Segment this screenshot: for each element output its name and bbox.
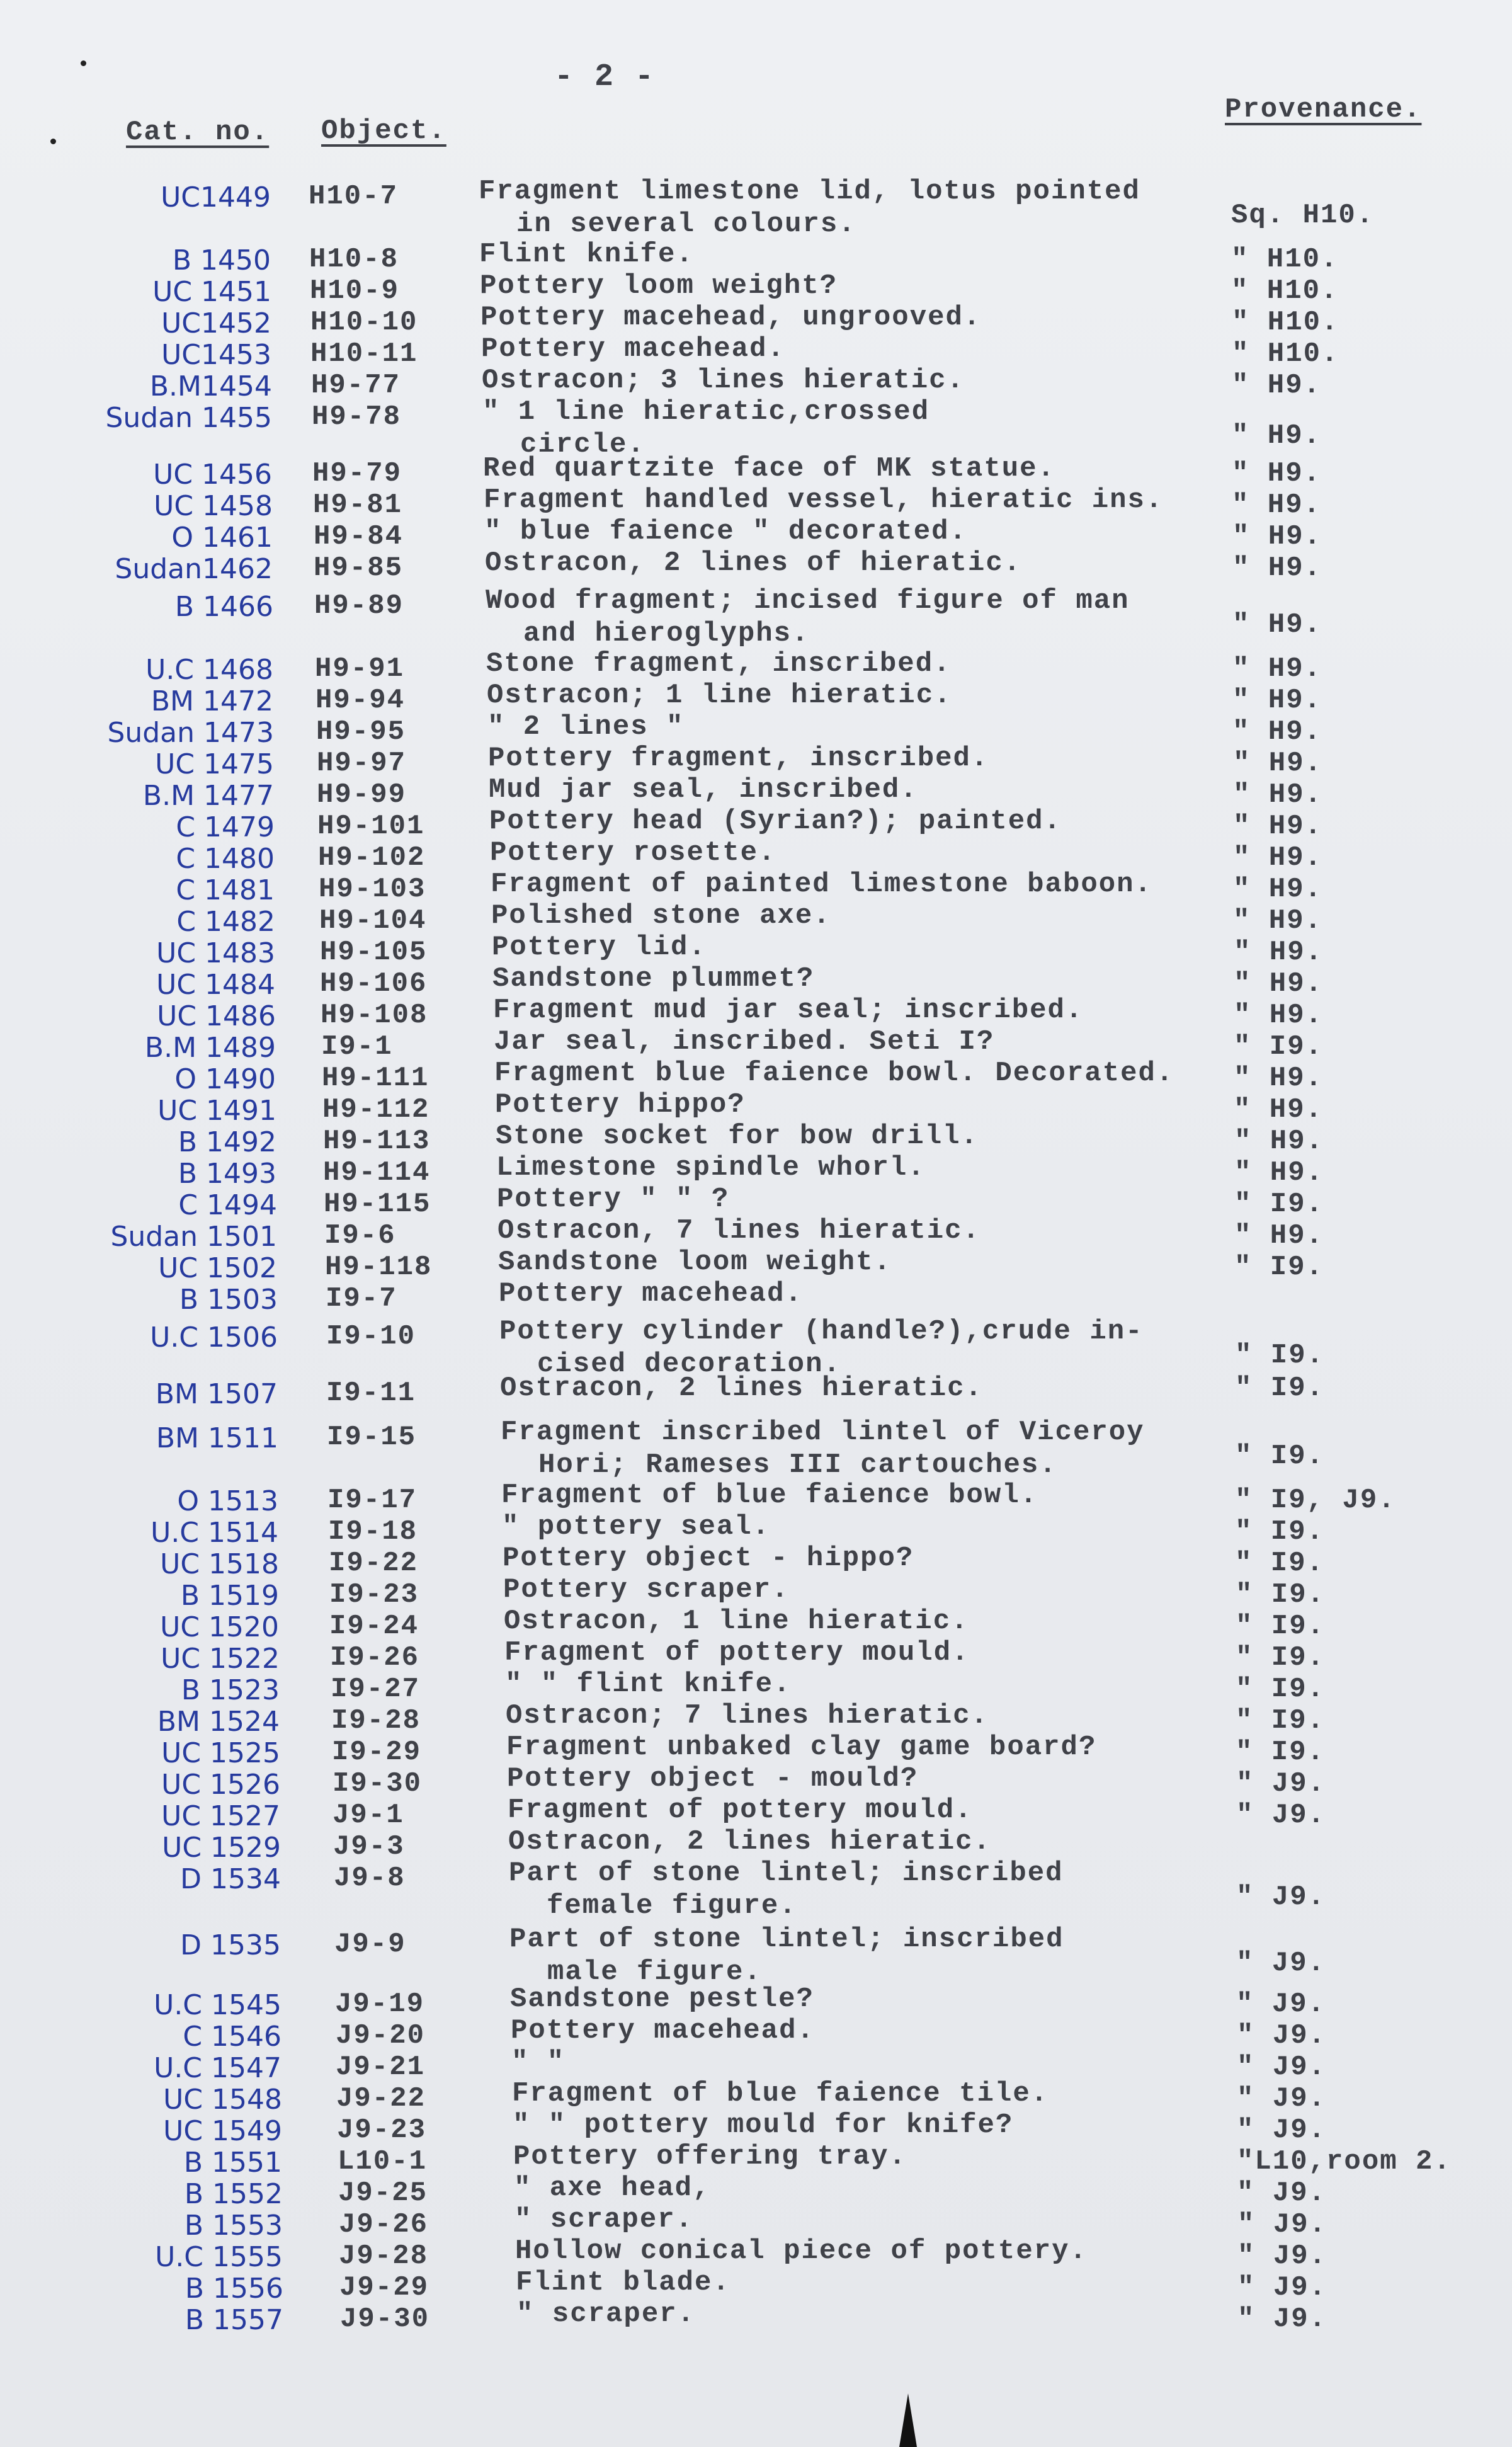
- catalogue-number: B 1519: [180, 1580, 279, 1612]
- object-number: J9-19: [335, 1988, 425, 2020]
- object-description: Ostracon, 1 line hieratic.: [504, 1606, 969, 1637]
- object-description: " " flint knife.: [505, 1668, 792, 1700]
- object-description: Flint blade.: [516, 2267, 730, 2298]
- catalogue-number: U.C 1545: [154, 1989, 281, 2021]
- object-description: Sandstone plummet?: [492, 963, 815, 995]
- object-number: H9-118: [325, 1252, 433, 1283]
- catalogue-number: UC 1484: [156, 969, 275, 1001]
- object-number: H9-106: [320, 968, 428, 1000]
- object-description: Fragment blue faience bowl. Decorated.: [494, 1058, 1174, 1089]
- object-description: male figure.: [547, 1956, 762, 1988]
- catalogue-number: U.C 1468: [145, 654, 273, 686]
- object-description: Stone socket for bow drill.: [496, 1121, 979, 1152]
- catalogue-number: B 1503: [179, 1284, 278, 1316]
- provenance: " J9.: [1237, 2020, 1327, 2051]
- object-number: I9-28: [331, 1705, 421, 1737]
- catalogue-number: UC1449: [161, 181, 271, 214]
- catalogue-number: UC 1549: [163, 2115, 282, 2147]
- catalogue-number: Sudan 1455: [105, 402, 272, 434]
- catalogue-number: C 1546: [183, 2021, 281, 2053]
- object-description: Ostracon, 2 lines of hieratic.: [485, 547, 1022, 579]
- object-description: Ostracon, 2 lines hieratic.: [508, 1826, 991, 1857]
- object-number: I9-23: [329, 1579, 419, 1611]
- object-description: Fragment of pottery mould.: [508, 1794, 973, 1826]
- object-description: Pottery object - mould?: [507, 1763, 919, 1794]
- catalogue-number: UC 1502: [158, 1252, 277, 1284]
- catalogue-number: BM 1524: [157, 1706, 280, 1738]
- object-number: H10-9: [310, 275, 400, 307]
- provenance: " I9.: [1236, 1611, 1326, 1642]
- object-number: J9-20: [336, 2020, 426, 2051]
- object-description: Ostracon; 3 lines hieratic.: [482, 365, 965, 396]
- object-description: Fragment of pottery mould.: [504, 1637, 970, 1668]
- object-description: Fragment handled vessel, hieratic ins.: [484, 484, 1164, 516]
- object-number: H9-89: [314, 590, 404, 622]
- object-number: J9-21: [336, 2051, 426, 2083]
- catalogue-number: C 1481: [176, 874, 275, 906]
- object-number: H9-104: [319, 905, 427, 937]
- object-description: Pottery hippo?: [495, 1089, 746, 1121]
- object-description: Flint knife.: [479, 239, 694, 270]
- object-description: Pottery head (Syrian?); painted.: [489, 806, 1062, 837]
- provenance: " I9.: [1235, 1440, 1325, 1472]
- object-description: Pottery loom weight?: [480, 270, 838, 302]
- catalogue-number: U.C 1506: [150, 1321, 278, 1354]
- catalogue-number: B 1450: [172, 244, 271, 277]
- provenance: " H9.: [1233, 811, 1323, 842]
- catalogue-number: B 1556: [185, 2273, 283, 2305]
- object-number: I9-22: [329, 1548, 419, 1579]
- provenance: " H9.: [1234, 1063, 1324, 1094]
- provenance: " J9.: [1237, 2177, 1327, 2209]
- object-description: Pottery macehead.: [499, 1278, 803, 1309]
- provenance: " H10.: [1232, 307, 1339, 338]
- catalogue-number: UC 1518: [160, 1548, 279, 1580]
- catalogue-number: UC 1456: [153, 459, 272, 491]
- object-number: H9-115: [324, 1189, 431, 1220]
- catalogue-number: B 1523: [181, 1674, 280, 1706]
- object-description: Pottery object - hippo?: [503, 1543, 914, 1574]
- object-number: J9-28: [339, 2240, 429, 2272]
- provenance: " J9.: [1237, 2114, 1327, 2146]
- object-number: H9-102: [318, 842, 426, 874]
- object-number: I9-11: [326, 1378, 416, 1409]
- catalogue-number: U.C 1555: [155, 2241, 283, 2273]
- catalogue-number: UC1453: [161, 339, 271, 371]
- object-description: circle.: [520, 429, 645, 460]
- catalogue-number: B 1557: [185, 2304, 283, 2336]
- provenance: " J9.: [1237, 2209, 1327, 2240]
- object-number: H9-81: [313, 489, 403, 521]
- object-description: Fragment inscribed lintel of Viceroy: [501, 1417, 1145, 1448]
- object-description: Part of stone lintel; inscribed: [509, 1924, 1064, 1955]
- object-number: H9-105: [320, 937, 428, 968]
- provenance: " H9.: [1232, 458, 1322, 489]
- catalogue-number: C 1482: [176, 906, 275, 938]
- provenance: " J9.: [1236, 1800, 1326, 1831]
- object-description: Pottery offering tray.: [513, 2141, 907, 2172]
- catalogue-number: UC 1529: [162, 1832, 281, 1864]
- header-provenance: Provenance.: [1225, 94, 1422, 125]
- catalogue-number: UC1452: [161, 307, 271, 339]
- object-number: L10-1: [338, 2146, 428, 2177]
- object-description: Mud jar seal, inscribed.: [489, 774, 918, 806]
- provenance: " I9.: [1236, 1579, 1326, 1611]
- object-number: H9-79: [312, 458, 402, 489]
- provenance: " H9.: [1234, 1126, 1324, 1157]
- object-number: H9-113: [323, 1126, 431, 1157]
- object-description: Limestone spindle whorl.: [496, 1152, 926, 1184]
- object-description: cised decoration.: [537, 1349, 841, 1380]
- object-number: J9-30: [340, 2303, 430, 2335]
- object-number: J9-23: [337, 2114, 427, 2146]
- object-number: J9-3: [333, 1831, 405, 1862]
- provenance: " H9.: [1234, 1094, 1324, 1126]
- provenance: " I9.: [1234, 1189, 1324, 1220]
- object-number: I9-6: [324, 1220, 396, 1252]
- object-description: Wood fragment; incised figure of man: [486, 585, 1130, 617]
- provenance: " J9.: [1237, 2240, 1327, 2272]
- object-description: Ostracon, 7 lines hieratic.: [497, 1215, 981, 1246]
- object-description: " " pottery mould for knife?: [513, 2109, 1014, 2141]
- provenance: " I9.: [1236, 1642, 1326, 1674]
- torn-edge-mark: [899, 2393, 917, 2447]
- provenance: " J9.: [1237, 2272, 1327, 2303]
- object-number: H10-11: [310, 338, 418, 370]
- provenance: " H10.: [1231, 275, 1339, 307]
- object-number: I9-30: [333, 1768, 423, 1800]
- object-description: " axe head,: [514, 2172, 711, 2204]
- object-description: Fragment limestone lid, lotus pointed: [479, 176, 1140, 207]
- object-number: H9-108: [321, 1000, 428, 1031]
- object-description: Sandstone pestle?: [510, 1983, 814, 2015]
- catalogue-number: BM 1507: [155, 1378, 278, 1410]
- catalogue-number: UC 1525: [161, 1737, 280, 1769]
- object-description: in several colours.: [516, 208, 856, 240]
- object-number: I9-1: [321, 1031, 393, 1063]
- object-description: Hori; Rameses III cartouches.: [538, 1449, 1057, 1481]
- object-description: Fragment unbaked clay game board?: [506, 1731, 1097, 1763]
- provenance: " H9.: [1232, 609, 1322, 641]
- provenance: " I9.: [1236, 1705, 1326, 1737]
- object-description: Ostracon, 2 lines hieratic.: [500, 1372, 983, 1404]
- object-number: H10-7: [309, 181, 399, 212]
- object-description: Red quartzite face of MK statue.: [483, 453, 1055, 484]
- catalogue-number: UC 1526: [161, 1769, 280, 1801]
- object-number: H9-77: [311, 370, 401, 401]
- object-number: H9-99: [317, 779, 407, 811]
- catalogue-number: UC 1451: [152, 276, 271, 308]
- object-description: Fragment mud jar seal; inscribed.: [493, 995, 1084, 1026]
- provenance: " I9.: [1236, 1737, 1326, 1768]
- header-cat-no: Cat. no.: [126, 117, 270, 148]
- object-number: J9-29: [339, 2272, 429, 2303]
- object-description: Fragment of painted limestone baboon.: [491, 869, 1152, 900]
- provenance: " H9.: [1234, 1220, 1324, 1252]
- catalogue-number: UC 1458: [154, 490, 273, 522]
- object-description: Pottery cylinder (handle?),crude in-: [499, 1316, 1144, 1347]
- provenance: " H9.: [1234, 937, 1324, 968]
- catalogue-number: UC 1527: [161, 1800, 280, 1832]
- catalogue-number: UC 1522: [161, 1643, 280, 1675]
- object-number: H9-85: [314, 552, 404, 584]
- object-number: I9-26: [330, 1642, 420, 1674]
- provenance: " I9.: [1234, 1252, 1324, 1283]
- object-description: Stone fragment, inscribed.: [486, 648, 952, 680]
- object-description: Part of stone lintel; inscribed: [509, 1857, 1064, 1889]
- object-description: Hollow conical piece of pottery.: [515, 2235, 1088, 2267]
- object-description: " blue faience " decorated.: [484, 516, 967, 547]
- provenance: " H9.: [1233, 874, 1323, 905]
- catalogue-number: B 1552: [184, 2178, 283, 2210]
- provenance: " H10.: [1231, 244, 1339, 275]
- object-description: Polished stone axe.: [491, 900, 831, 932]
- object-description: " scraper.: [514, 2204, 694, 2235]
- object-number: H9-114: [323, 1157, 431, 1189]
- catalogue-number: UC 1491: [157, 1095, 276, 1127]
- object-number: H9-103: [319, 874, 426, 905]
- catalogue-number: BM 1472: [151, 685, 273, 717]
- catalogue-number: B.M1454: [149, 370, 272, 402]
- object-number: J9-26: [339, 2209, 429, 2240]
- object-number: H9-84: [314, 521, 404, 552]
- object-description: Fragment of blue faience tile.: [512, 2078, 1049, 2109]
- object-number: H9-95: [316, 716, 406, 748]
- object-description: Jar seal, inscribed. Seti I?: [494, 1026, 995, 1058]
- object-description: Pottery rosette.: [490, 837, 776, 869]
- provenance: " I9, J9.: [1235, 1485, 1396, 1516]
- catalogue-number: B 1551: [183, 2147, 282, 2179]
- object-number: I9-27: [331, 1674, 421, 1705]
- provenance: " H9.: [1233, 842, 1323, 874]
- provenance: "L10,room 2.: [1237, 2146, 1452, 2177]
- catalogue-number: C 1480: [176, 843, 275, 875]
- catalogue-number: C 1479: [176, 811, 275, 843]
- provenance: " H9.: [1232, 716, 1322, 748]
- provenance: " J9.: [1236, 1881, 1326, 1913]
- object-number: I9-15: [327, 1422, 417, 1453]
- object-description: female figure.: [547, 1890, 797, 1922]
- provenance: " J9.: [1236, 1948, 1326, 1979]
- object-number: H9-91: [315, 653, 405, 685]
- object-number: H10-8: [309, 244, 399, 275]
- provenance: " H9.: [1232, 489, 1322, 521]
- object-number: H9-78: [312, 401, 402, 433]
- catalogue-number: UC 1548: [163, 2084, 282, 2116]
- provenance: " H9.: [1234, 1000, 1324, 1031]
- object-number: I9-18: [328, 1516, 418, 1548]
- object-number: H9-112: [322, 1094, 430, 1126]
- object-description: Sandstone loom weight.: [498, 1246, 892, 1278]
- catalogue-number: U.C 1547: [154, 2052, 281, 2084]
- object-description: Pottery macehead.: [511, 2015, 815, 2046]
- catalogue-number: B.M 1477: [142, 780, 274, 812]
- catalogue-number: Sudan 1501: [110, 1221, 277, 1253]
- object-number: H9-111: [322, 1063, 429, 1094]
- catalogue-number: UC 1520: [160, 1611, 279, 1643]
- object-number: I9-10: [326, 1321, 416, 1352]
- object-number: H10-10: [310, 307, 418, 338]
- object-number: I9-17: [327, 1485, 418, 1516]
- catalogue-number: B 1466: [174, 591, 273, 623]
- catalogue-number: UC 1483: [156, 937, 275, 969]
- object-number: J9-8: [334, 1862, 406, 1894]
- object-description: Ostracon; 7 lines hieratic.: [506, 1700, 989, 1731]
- catalogue-number: BM 1511: [156, 1422, 278, 1454]
- catalogue-number: B 1492: [178, 1126, 276, 1158]
- provenance: " H9.: [1232, 653, 1322, 685]
- provenance: " H9.: [1232, 685, 1322, 716]
- provenance: " H10.: [1232, 338, 1339, 370]
- object-description: Pottery " " ?: [497, 1184, 730, 1215]
- catalogue-number: Sudan1462: [115, 553, 273, 585]
- object-description: " 2 lines ": [487, 711, 685, 743]
- provenance: " H9.: [1232, 370, 1322, 401]
- catalogue-number: Sudan 1473: [107, 717, 274, 749]
- provenance: " J9.: [1237, 2051, 1327, 2083]
- provenance: " H9.: [1233, 779, 1323, 811]
- object-number: J9-9: [334, 1929, 406, 1960]
- provenance: " H9.: [1232, 552, 1322, 584]
- object-description: Fragment of blue faience bowl.: [501, 1480, 1038, 1511]
- object-description: Pottery lid.: [492, 932, 707, 963]
- provenance: " I9.: [1235, 1516, 1325, 1548]
- object-description: Pottery macehead, ungrooved.: [480, 302, 982, 333]
- object-number: I9-24: [329, 1611, 419, 1642]
- provenance: " H9.: [1234, 1157, 1324, 1189]
- object-description: Pottery macehead.: [481, 333, 785, 365]
- provenance: " H9.: [1233, 905, 1323, 937]
- object-description: Ostracon; 1 line hieratic.: [487, 680, 952, 711]
- page-number: - 2 -: [554, 59, 656, 95]
- object-number: J9-22: [336, 2083, 426, 2114]
- object-number: H9-97: [317, 748, 407, 779]
- catalogue-number: C 1494: [178, 1189, 277, 1221]
- header-object: Object.: [321, 115, 446, 147]
- object-number: J9-1: [333, 1800, 404, 1831]
- catalogue-number: UC 1486: [157, 1000, 276, 1032]
- object-description: " 1 line hieratic,crossed: [482, 396, 930, 428]
- provenance: " J9.: [1237, 2303, 1327, 2335]
- catalogue-number: O 1490: [174, 1063, 276, 1095]
- provenance: " H9.: [1233, 748, 1323, 779]
- object-description: Pottery fragment, inscribed.: [488, 743, 989, 774]
- catalogue-number: U.C 1514: [151, 1517, 278, 1549]
- catalogue-number: B 1493: [178, 1158, 276, 1190]
- catalogue-number: D 1535: [180, 1929, 281, 1961]
- catalogue-number: B 1553: [184, 2210, 283, 2242]
- provenance: " J9.: [1236, 1988, 1326, 2020]
- object-description: Pottery scraper.: [503, 1574, 790, 1606]
- provenance: " H9.: [1232, 420, 1322, 452]
- provenance: " J9.: [1236, 1768, 1326, 1800]
- object-number: I9-29: [332, 1737, 422, 1768]
- catalogue-number: UC 1475: [155, 748, 274, 780]
- provenance: " H9.: [1234, 968, 1324, 1000]
- catalogue-number: O 1513: [177, 1485, 278, 1517]
- provenance: " I9.: [1236, 1674, 1326, 1705]
- provenance: " I9.: [1235, 1548, 1325, 1579]
- object-description: " pottery seal.: [502, 1511, 771, 1543]
- provenance: " I9.: [1235, 1372, 1325, 1404]
- catalogue-number: O 1461: [171, 522, 273, 554]
- object-description: " ": [511, 2046, 566, 2078]
- provenance: " I9.: [1234, 1031, 1324, 1063]
- provenance: Sq. H10.: [1231, 200, 1375, 231]
- object-number: J9-25: [338, 2177, 428, 2209]
- object-description: and hieroglyphs.: [523, 618, 810, 649]
- provenance: " I9.: [1235, 1340, 1325, 1371]
- object-description: " scraper.: [516, 2298, 696, 2330]
- catalogue-number: D 1534: [180, 1863, 281, 1895]
- provenance: " H9.: [1232, 521, 1322, 552]
- object-number: I9-7: [326, 1283, 397, 1315]
- catalogue-number: B.M 1489: [144, 1032, 276, 1064]
- object-number: H9-101: [317, 811, 425, 842]
- provenance: " J9.: [1237, 2083, 1327, 2114]
- object-number: H9-94: [315, 685, 406, 716]
